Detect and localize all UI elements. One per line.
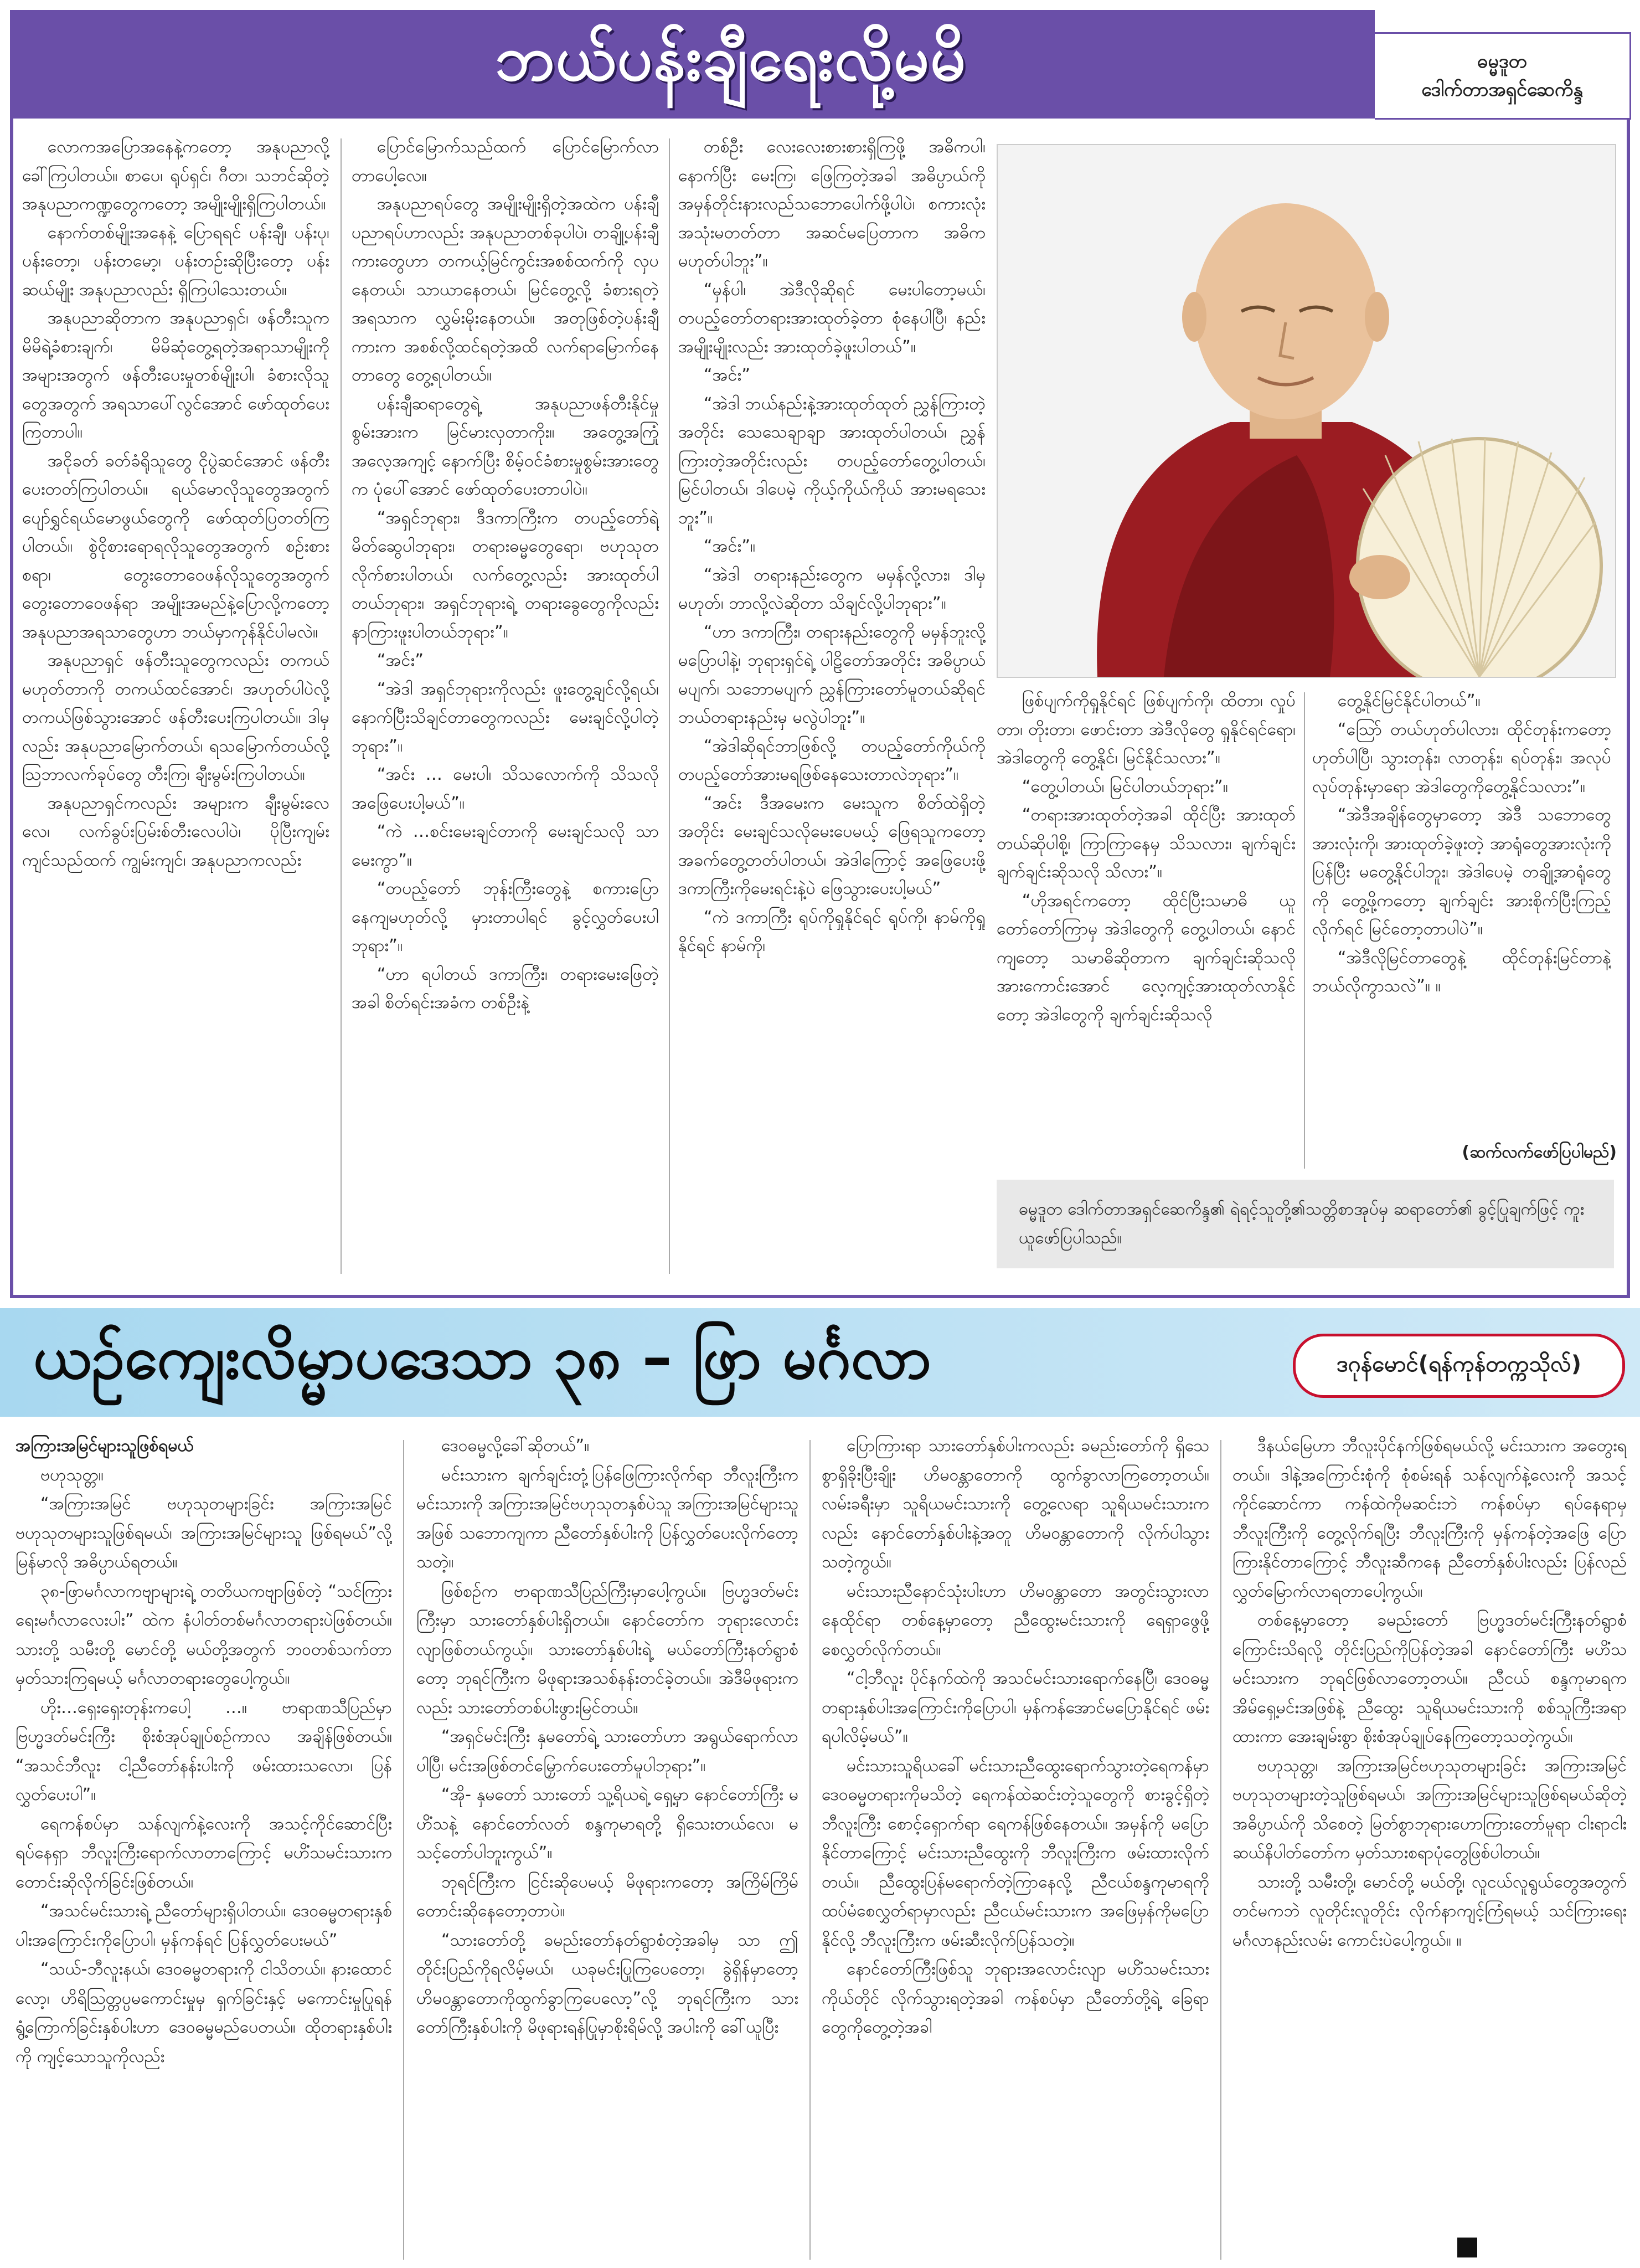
paragraph: “အင်း … မေးပါ၊ သိသလောက်ကို သိသလိုအဖြေပေးပါ့မယ်”။ (352, 765, 659, 813)
photo-caption (997, 1180, 1614, 1268)
paragraph: မင်းသားသူရိယခေါ် မင်းသားညီထွေးရောက်သွားတဲ့ရေကန်မှာ ဒေဝဓမ္မတရားကိုမသိတဲ့ ရေကန်ထဲဆင်းတဲ့သူတွေကို စားခွင့်ရှိတဲ့ ဘီလူးကြီး စောင့်ရှောက်ရာ ရေကန်ဖြစ်နေတယ်။ အမှန်ကို မပြောနိုင်တာကြောင့် မင်းသားညီထွေးကို ဘီလူးကြီးက ဖမ်းထားလိုက်တယ်။ ညီထွေးပြန်မရောက်တဲ့ကြာနေလို့ ညီငယ်စန္ဒကုမာရကို ထပ်မံစေလွှတ်ရာမှာလည်း ညီငယ်မင်းသားက အဖြေမှန်ကိုမပြောနိုင်လို့ ဘီလူးကြီးက ဖမ်းဆီးလိုက်ပြန်သတဲ့။ (822, 1756, 1209, 1950)
paragraph: ဗဟုသုတ္တ၊ အကြားအမြင်ဗဟုသုတများခြင်း အကြားအမြင်ဗဟုသုတများတဲ့သူဖြစ်ရမယ်၊ အကြားအမြင်များသူဖြစ်ရမယ်ဆိုတဲ့အဓိပ္ပာယ်ကို သိစေတဲ့ မြတ်စွာဘုရားဟောကြားတော်မူရာ ငါးရာငါးဆယ်နိပါတ်တော်က မှတ်သားစရာပုံတွေဖြစ်ပါတယ်။ (1232, 1756, 1627, 1863)
paragraph: “ငါ့ဘီလူး ပိုင်နက်ထဲကို အသင်မင်းသားရောက်နေပြီ၊ ဒေဝဓမ္မတရားနှစ်ပါးအကြောင်းကိုပြောပါ၊ မှန်ကန်အောင်မပြောနိုင်ရင် ဖမ်းရပါလိမ့်မယ်”။ (822, 1669, 1209, 1746)
paragraph: ဘုရင်ကြီးက ငြင်းဆိုပေမယ့် မိဖုရားကတော့ အကြိမ်ကြိမ်တောင်းဆိုနေတော့တာပဲ။ (416, 1872, 798, 1921)
paragraph: အငိုခတ် ခတ်ခံရိုသူတွေ ငိုပွဲဆင်အောင် ဖန်တီးပေးတတ်ကြပါတယ်။ ရယ်မောလိုသူတွေအတွက် ပျော်ရွှင်ရယ်မောဖွယ်တွေကို ဖော်ထုတ်ပြတတ်ကြပါတယ်။ စွဲငိုစားရောရလိုသူတွေအတွက် စဉ်းစားစရာ၊ တွေးတောဝေဖန်လိုသူတွေအတွက် တွေးတောဝေဖန်ရာ အမျိုးအမည်နဲ့ပြောလို့ကတော့ အနုပညာအရသာတွေဟာ ဘယ်မှာကုန်နိုင်ပါမလဲ။ (22, 451, 329, 642)
article2-column-3 (822, 1432, 1209, 2262)
paragraph: တစ်နေ့မှာတော့ ခမည်းတော် ဗြဟ္မဒတ်မင်းကြီးနတ်ရွာစံကြောင်းသိရလို့ တိုင်းပြည်ကိုပြန်တဲ့အခါ နောင်တော်ကြီး မဟိံသမင်းသားက ဘုရင်ဖြစ်လာတော့တယ်။ ညီငယ် စန္ဒကုမာရက အိမ်ရှေ့မင်းအဖြစ်နဲ့ ညီထွေး သူရိယမင်းသားကို စစ်သူကြီးအရာထားကာ အေးချမ်းစွာ စိုးစံအုပ်ချုပ်နေကြတော့သတဲ့ကွယ်။ (1232, 1611, 1627, 1746)
article1-author-line1: ဓမ္မဒူတ (1477, 50, 1527, 73)
paragraph: ပြောင်မြောက်သည်ထက် ပြောင်မြောက်လာတာပေါ့လေ။ (352, 137, 659, 186)
article1-author-box (1375, 32, 1631, 120)
paragraph: “အင်း” (703, 366, 751, 385)
end-mark (1457, 2238, 1477, 2257)
article1-title: ဘယ်ပန်းချီရေးလို့မမိ (494, 22, 967, 95)
paragraph: “သယ်-ဘီလူးနယ်၊ ဒေဝဓမ္မတရားကို ငါသိတယ်။ နားထောင်လော့၊ ဟိရိဩတ္တပ္ပမကောင်းမှုမှ ရှက်ခြင်းနှင့် မကောင်းမှုပြုရန်ရွံ့ကြောက်ခြင်းနှစ်ပါးဟာ ဒေဝဓမ္မမည်ပေတယ်။ ထိုတရားနှစ်ပါးကို ကျင့်သောသူကိုလည်း (16, 1960, 392, 2066)
paragraph: တစ်ဦး လေးလေးစားစားရှိကြဖို့ အဓိကပါ၊ နောက်ပြီး မေးကြ၊ ဖြေကြတဲ့အခါ အဓိပ္ပာယ်ကို အမှန်တိုင်းနားလည်သဘောပေါက်ဖို့ပါပဲ၊ စကားလုံးအသုံးမတတ်တာ အဆင်မပြေတာက အဓိကမဟုတ်ပါဘူး”။ (678, 137, 986, 271)
paragraph: “တရားအားထုတ်တဲ့အခါ ထိုင်ပြီး အားထုတ်တယ်ဆိုပါစို့၊ ကြာကြာနေမှ သိသလား၊ ချက်ချင်း ချက်ချင်းဆိုသလို သိလား”။ (997, 805, 1296, 882)
paragraph: မင်းသားက ချက်ချင်းတုံ့ပြန်ဖြေကြားလိုက်ရာ ဘီလူးကြီးက မင်းသားကို အကြားအမြင်ဗဟုသုတနှစ်ပဲသူ အကြားအမြင်များသူအဖြစ် သဘောကျကာ ညီတော်နှစ်ပါးကို ပြန်လွှတ်ပေးလိုက်တော့သတဲ့။ (416, 1465, 798, 1572)
article1-column-3 (678, 133, 986, 1274)
article2-title: ယဉ်ကျေးလိမ္မာပဒေသာ ၃၈ – ဖြာ မင်္ဂလာ (33, 1323, 932, 1392)
article2-column-1 (16, 1432, 392, 2262)
paragraph: “ကဲ …စင်းမေးချင်တာကို မေးချင်သလို သာမေးကွာ”။ (352, 822, 659, 870)
paragraph: “အဲဒါ ဘယ်နည်းနဲ့အားထုတ်ထုတ် ညွှန်ကြားတဲ့အတိုင်း သေသေချာချာ အားထုတ်ပါတယ်၊ ညွှန်ကြားတဲ့အတိုင်းလည်း တပည့်တော်တွေ့ပါတယ်၊ မြင်ပါတယ်၊ ဒါပေမဲ့ ကိုယ့်ကိုယ်ကိုယ် အားမရသေးဘူး”။ (678, 394, 986, 528)
paragraph: “အင်း ဒီအမေးက မေးသူက စိတ်ထဲရှိတဲ့အတိုင်း မေးချင်သလိုမေးပေမယ့် ဖြေရသူကတော့ အခက်တွေ့တတ်ပါတယ်၊ အဲဒါကြောင့် အဖြေပေးဖို့ ဒကာကြီးကိုမေးရင်းနဲ့ပဲ ဖြေသွားပေးပါ့မယ်” (678, 793, 986, 898)
paragraph: “အင်း”။ (703, 537, 756, 556)
article1-column-2 (352, 133, 659, 1274)
paragraph: အနုပညာရပ်တွေ အမျိုးမျိုးရှိတဲ့အထဲက ပန်းချီပညာရပ်ဟာလည်း အနုပညာတစ်ခုပါပဲ၊ တချို့ပန်းချီကားတွေဟာ တကယ့်မြင်ကွင်းအစစ်ထက်ကို လှပနေတယ်၊ သာယာနေတယ်၊ မြင်တွေ့လို့ ခံစားရတဲ့အရသာက လွှမ်းမိုးနေတယ်။ အတုဖြစ်တဲ့ပန်းချီကားက အစစ်လို့ထင်ရတဲ့အထိ လက်ရာမြောက်နေတာတွေ တွေ့ရပါတယ်။ (352, 194, 659, 385)
paragraph: ပန်းချီဆရာတွေရဲ့ အနုပညာဖန်တီးနိုင်မှုစွမ်းအားက မြင်မားလှတာကိုး။ အတွေ့အကြုံအလေ့အကျင့် နောက်ပြီး စိမ့်ဝင်ခံစားမှုစွမ်းအားတွေက ပုံပေါ်အောင် ဖော်ထုတ်ပေးတာပါပဲ။ (352, 394, 659, 499)
paragraph: “အသင်မင်းသားရဲ့ ညီတော်များရှိပါတယ်။ ဒေဝဓမ္မတရားနှစ်ပါးအကြောင်းကိုပြောပါ၊ မှန်ကန်ရင် ပြန်လွှတ်ပေးမယ်” (16, 1901, 392, 1950)
photo-caption-text: ဓမ္မဒူတ ဒေါက်တာအရှင်ဆေကိန္ဒ၏ ရဲရင့်သူတို့၏သတ္တိစာအုပ်မှ ဆရာတော်၏ ခွင့်ပြုချက်ဖြင့် ကူးယူဖော်ပြပါသည်။ (1019, 1200, 1585, 1248)
paragraph: “အကြားအမြင် ဗဟုသုတများခြင်း အကြားအမြင် ဗဟုသုတများသူဖြစ်ရမယ်၊ အကြားအမြင်များသူ ဖြစ်ရမယ်”လို့ မြန်မာလို အဓိပ္ပာယ်ရတယ်။ (16, 1494, 392, 1572)
paragraph: “အဲဒါ အရှင်ဘုရားကိုလည်း ဖူးတွေ့ချင်လို့ရယ်၊ နောက်ပြီးသိချင်တာတွေကလည်း မေးချင်လို့ပါတဲ့ဘုရား”။ (352, 679, 659, 756)
paragraph: ၃၈-ဖြာမင်္ဂလာကဗျာများရဲ့ တတိယကဗျာဖြစ်တဲ့ “သင်ကြားရေးမင်္ဂလာလေးပါး” ထဲက နံပါတ်တစ်မင်္ဂလာတရားပဲဖြစ်တယ်။ သားတို့ သမီးတို့ မောင်တို့ မယ်တို့အတွက် ဘဝတစ်သက်တာ မှတ်သားကြရမယ့် မင်္ဂလာတရားတွေပေါ့ကွယ်။ (16, 1581, 392, 1688)
paragraph: “အဲဒါဆိုရင်ဘာဖြစ်လို့ တပည့်တော်ကိုယ်ကိုတပည့်တော်အားမရဖြစ်နေသေးတာလဲဘုရား”။ (678, 736, 986, 784)
column-divider (403, 1440, 404, 2260)
paragraph: လောကအပြောအနေနဲ့ကတော့ အနုပညာလို့ခေါ်ကြပါတယ်။ စာပေ၊ ရုပ်ရှင်၊ ဂီတ၊ သဘင်ဆိုတဲ့ အနုပညာကဏ္ဍတွေကတော့ အမျိုးမျိုးရှိကြပါတယ်။ (22, 137, 329, 214)
paragraph: အနုပညာဆိုတာက အနုပညာရှင်၊ ဖန်တီးသူက မိမိရဲ့ခံစားချက်၊ မိမိဆုံတွေ့ရတဲ့အရာသာမျိုးကို အများအတွက် ဖန်တီးပေးမှုတစ်မျိုးပါ၊ ခံစားလိုသူတွေအတွက် အရသာပေါ်လွင်အောင် ဖော်ထုတ်ပေးကြတာပါ။ (22, 308, 329, 442)
paragraph: ရေကန်စပ်မှာ သန်လျက်နဲ့လေးကို အသင့်ကိုင်ဆောင်ပြီးရပ်နေရှာ ဘီလူးကြီးရောက်လာတာကြောင့် မဟိံသမင်းသားက တောင်းဆိုလိုက်ခြင်းဖြစ်တယ်။ (16, 1814, 392, 1892)
paragraph: ဒေဝဓမ္မလို့ခေါ်ဆိုတယ်”။ (441, 1436, 590, 1456)
article1-column-1 (22, 133, 329, 1274)
column-divider (1220, 1440, 1221, 2260)
article2-column-4 (1232, 1432, 1627, 2224)
column-divider (809, 1440, 811, 2260)
article1-column-4 (997, 687, 1296, 1174)
paragraph: ပြောကြားရာ သားတော်နှစ်ပါးကလည်း ခမည်းတော်ကို ရှိသေစွာရှိခိုးပြီးချိုး ဟိမဝန္တာတောကို ထွက်ခွာလာကြတော့တယ်။ လမ်းခရီးမှာ သူရိယမင်းသားကို တွေ့လေရာ သူရိယမင်းသားကလည်း နောင်တော်နှစ်ပါးနဲ့အတူ ဟိမဝန္တာတောကို လိုက်ပါသွားသတဲ့ကွယ်။ (822, 1436, 1209, 1572)
paragraph: “ဟာ ရပါတယ် ဒကာကြီး၊ တရားမေးဖြေတဲ့အခါ စိတ်ရင်းအခံက တစ်ဦးနဲ့ (352, 964, 659, 1012)
paragraph: “ဟာ ဒကာကြီး၊ တရားနည်းတွေကို မမှန်ဘူးလို့ မပြောပါနဲ့၊ ဘုရားရှင်ရဲ့ ပါဠိတော်အတိုင်း အဓိပ္ပာယ်မပျက်၊ သဘောမပျက် ညွှန်ကြားတော်မူတယ်ဆိုရင် ဘယ်တရားနည်းမှ မလွဲပါဘူး”။ (678, 622, 986, 727)
paragraph: တွေ့နိုင်မြင်နိုင်ပါတယ်”။ (1337, 691, 1481, 711)
paragraph: “သားတော်တို့ ခမည်းတော်နတ်ရွာစံတဲ့အခါမှ သာ ဤတိုင်းပြည်ကိုရလိမ့်မယ်၊ ယခုမင်းပြုကြပေတော့၊ ခွဲရှိန်မှာတော့ ဟိမဝန္တာတောကိုထွက်ခွာကြပေလော့”လို့ ဘုရင်ကြီးက သားတော်ကြီးနှစ်ပါးကို မိဖုရားရန်ပြုမှာစိုးရိမ်လို့ အပါးကို ခေါ်ယူပြီး (416, 1930, 798, 2037)
column-divider (341, 138, 342, 1274)
paragraph: ဟိုး…ရှေးရှေးတုန်းကပေါ့ …။ ဗာရာဏသီပြည်မှာ ဗြဟ္မဒတ်မင်းကြီး စိုးစံအုပ်ချုပ်စဉ်ကာလ အချိန်ဖြစ်တယ်။ “အသင်ဘီလူး ငါ့ညီတော်နန်းပါးကို ဖမ်းထားသလော၊ ပြန်လွှတ်ပေးပါ”။ (16, 1698, 392, 1804)
monk-portrait-image (997, 144, 1616, 678)
paragraph: ဖြစ်စဉ်က ဗာရာဏသီပြည်ကြီးမှာပေါ့ကွယ်။ ဗြဟ္မဒတ်မင်းကြီးမှာ သားတော်နှစ်ပါးရှိတယ်။ နောင်တော်က ဘုရားလောင်းလျာဖြစ်တယ်ကွယ့်။ သားတော်နှစ်ပါးရဲ့ မယ်တော်ကြီးနတ်ရွာစံတော့ ဘုရင်ကြီးက မိဖုရားအသစ်နန်းတင်ခဲ့တယ်။ အဲဒီမိဖုရားကလည်း သားတော်တစ်ပါးဖွားမြင်တယ်။ (416, 1581, 798, 1717)
paragraph: နောင်တော်ကြီးဖြစ်သူ ဘုရားအလောင်းလျာ မဟိံသမင်းသားကိုယ်တိုင် လိုက်သွားရတဲ့အခါ ကန်စပ်မှာ ညီတော်တို့ရဲ့ ခြေရာတွေကိုတွေ့တဲ့အခါ (822, 1960, 1209, 2037)
paragraph: “ဟိုအရင်ကတော့ ထိုင်ပြီးသမာဓိ ယူတော်တော်ကြာမှ အဲဒါတွေကို တွေ့ပါတယ်၊ နောင်ကျတော့ သမာဓိဆိုတာက ချက်ချင်းဆိုသလို အားကောင်းအောင် လေ့ကျင့်အားထုတ်လာနိုင်တော့ အဲဒါတွေကို ချက်ချင်းဆိုသလို (997, 891, 1296, 1025)
paragraph: ဖြစ်ပျက်ကိုရှုနိုင်ရင် ဖြစ်ပျက်ကို၊ ထိတာ၊ လှုပ်တာ၊ တိုးတာ၊ ဖောင်းတာ အဲဒီလိုတွေ ရှုနိုင်ရင်ရော၊ အဲဒါတွေကို တွေ့နိုင်၊ မြင်နိုင်သလား”။ (997, 691, 1296, 768)
paragraph: “အရှင်မင်းကြီး နှမတော်ရဲ့ သားတော်ဟာ အရွယ်ရောက်လာပါပြီ၊ မင်းအဖြစ်တင်မြှောက်ပေးတော်မူပါဘုရား”။ (416, 1727, 798, 1776)
article1-column-5 (1312, 687, 1611, 1108)
paragraph: “အင်း” (377, 651, 424, 670)
column-divider (669, 138, 670, 1274)
continued-note: (ဆက်လက်ဖော်ပြပါမည်) (1462, 1143, 1617, 1162)
paragraph: အနုပညာရှင်ကလည်း အများက ချီးမွမ်းလေလေ၊ လက်ခွပ်းပြမ်းစ်တီးလေပါပဲ၊ ပိုပြီးကျမ်းကျင်သည်ထက် ကျွမ်းကျင်၊ အနုပညာကလည်း (22, 793, 329, 870)
column-divider (1304, 692, 1305, 1169)
paragraph: “အဲဒီအချိန်တွေမှာတော့ အဲဒီ သဘောတွေအားလုံးကို၊ အားထုတ်ခဲ့ဖူးတဲ့ အာရုံတွေအားလုံးကို ပြန်ပြီး မတွေ့နိုင်ပါဘူး၊ အဲဒါပေမဲ့ တချို့အာရုံတွေကို တွေ့ဖို့ကတော့ ချက်ချင်း အားစိုက်ပြီးကြည့်လိုက်ရင် မြင်တော့တာပါပဲ”။ (1312, 805, 1611, 939)
paragraph: မင်းသားညီနောင်သုံးပါးဟာ ဟိမဝန္တာတော အတွင်းသွားလာနေထိုင်ရာ တစ်နေ့မှာတော့ ညီထွေးမင်းသားကို ရေရှာဖွေဖို့ စေလွှတ်လိုက်တယ်။ (822, 1581, 1209, 1659)
article1-author-line2: ဒေါက်တာအရှင်ဆေကိန္ဒ (1421, 79, 1583, 101)
paragraph: “အဲဒီလိုမြင်တာတွေနဲ့ ထိုင်တုန်းမြင်တာနဲ့ ဘယ်လိုကွာသလဲ”။ ။ (1312, 948, 1611, 996)
article2-column-2 (416, 1432, 798, 2262)
paragraph: “ဩော် တယ်ဟုတ်ပါလား၊ ထိုင်တုန်းကတော့ ဟုတ်ပါပြီ၊ သွားတုန်း၊ လာတုန်း၊ ရပ်တုန်း၊ အလုပ်လုပ်တုန်းမှာရော အဲဒါတွေကိုတွေ့နိုင်သလား”။ (1312, 719, 1611, 796)
paragraph: “တပည့်တော် ဘုန်းကြီးတွေနဲ့ စကားပြောနေကျမဟုတ်လို့ မှားတာပါရင် ခွင့်လွှတ်ပေးပါဘုရား”။ (352, 879, 659, 955)
paragraph: “တွေ့ပါတယ်၊ မြင်ပါတယ်ဘုရား”။ (1022, 776, 1228, 796)
paragraph: “အဲဒါ တရားနည်းတွေက မမှန်လို့လား၊ ဒါမှမဟုတ်၊ ဘာလို့လဲဆိုတာ သိချင်လို့ပါဘုရား”။ (678, 565, 986, 613)
paragraph: “အရှင်ဘုရား၊ ဒီဒကာကြီးက တပည့်တော်ရဲ့မိတ်ဆွေပါဘုရား၊ တရားဓမ္မတွေရော၊ ဗဟုသုတလိုက်စားပါတယ်၊ လက်တွေ့လည်း အားထုတ်ပါတယ်ဘုရား၊ အရှင်ဘုရားရဲ့ တရားခွေတွေကိုလည်း နာကြားဖူးပါတယ်ဘုရား”။ (352, 508, 659, 642)
paragraph: “ကဲ ဒကာကြီး ရုပ်ကိုရှုနိုင်ရင် ရုပ်ကို၊ နာမ်ကိုရှုနိုင်ရင် နာမ်ကို၊ (678, 907, 986, 955)
paragraph: ဒီနယ်မြေဟာ ဘီလူးပိုင်နက်ဖြစ်ရမယ်လို့ မင်းသားက အတွေးရတယ်။ ဒါနဲ့အကြောင်းစုံကို စုံစမ်းရန် သန်လျက်နဲ့လေးကို အသင့်ကိုင်ဆောင်ကာ ကန်ထဲကိုမဆင်းဘဲ ကန်စပ်မှာ ရပ်နေရာမှ ဘီလူးကြီးကို တွေ့လိုက်ရပြီး ဘီလူးကြီးကို မှန်ကန်တဲ့အဖြေ ပြောကြားနိုင်တာကြောင့် ဘီလူးဆီကနေ ညီတော်နှစ်ပါးလည်း ပြန်လည်လွှတ်မြောက်လာရတာပေါ့ကွယ်။ (1232, 1436, 1627, 1601)
paragraph: နောက်တစ်မျိုးအနေနဲ့ ပြောရရင် ပန်းချီ၊ ပန်းပု၊ ပန်းတော့၊ ပန်းတမော့၊ ပန်းတဉ်းဆိုပြီးတော့ ပန်းဆယ်မျိုး အနုပညာလည်း ရှိကြပါသေးတယ်။ (22, 223, 329, 300)
article2-author: ဒဂုန်မောင်(ရန်ကုန်တက္ကသိုလ်) (1293, 1334, 1625, 1398)
paragraph: ဗဟုသုတ္တ။ (40, 1465, 104, 1485)
paragraph: အနုပညာရှင် ဖန်တီးသူတွေကလည်း တကယ်မဟုတ်တာကို တကယ်ထင်အောင်၊ အဟုတ်ပါပဲလို့ တကယ်ဖြစ်သွားအောင် ဖန်တီးပေးကြပါတယ်။ ဒါမှလည်း အနုပညာမြောက်တယ်၊ ရသမြောက်တယ်လို့ သြဘာလက်ခုပ်တွေ တီးကြ၊ ချီးမွမ်းကြပါတယ်။ (22, 651, 329, 784)
section-heading: အကြားအမြင်များသူဖြစ်ရမယ် (16, 1436, 194, 1456)
paragraph: “မှန်ပါ၊ အဲဒီလိုဆိုရင် မေးပါတော့မယ်၊ တပည့်တော်တရားအားထုတ်ခဲ့တာ စုံနေပါပြီ၊ နည်းအမျိုးမျိုးလည်း အားထုတ်ခဲ့ဖူးပါတယ်”။ (678, 280, 986, 357)
monk-portrait-icon (998, 145, 1615, 677)
paragraph: “အို- နှမတော် သားတော် သူ့ရိယရဲ့ ရှေ့မှာ နောင်တော်ကြီး မဟိံသနဲ့ နောင်တော်လတ် စန္ဒကုမာရတို့ ရှိသေးတယ်လေ၊ မသင့်တော်ပါဘူးကွယ်”။ (416, 1785, 798, 1863)
paragraph: သားတို့ သမီးတို့၊ မောင်တို့ မယ်တို့၊ လူငယ်လူရွယ်တွေအတွက်တင်မကဘဲ လူတိုင်းလူတိုင်း လိုက်နာကျင့်ကြံရမယ့် သင်ကြားရေးမင်္ဂလာနည်းလမ်း ကောင်းပဲပေါ့ကွယ်။ ။ (1232, 1872, 1627, 1950)
